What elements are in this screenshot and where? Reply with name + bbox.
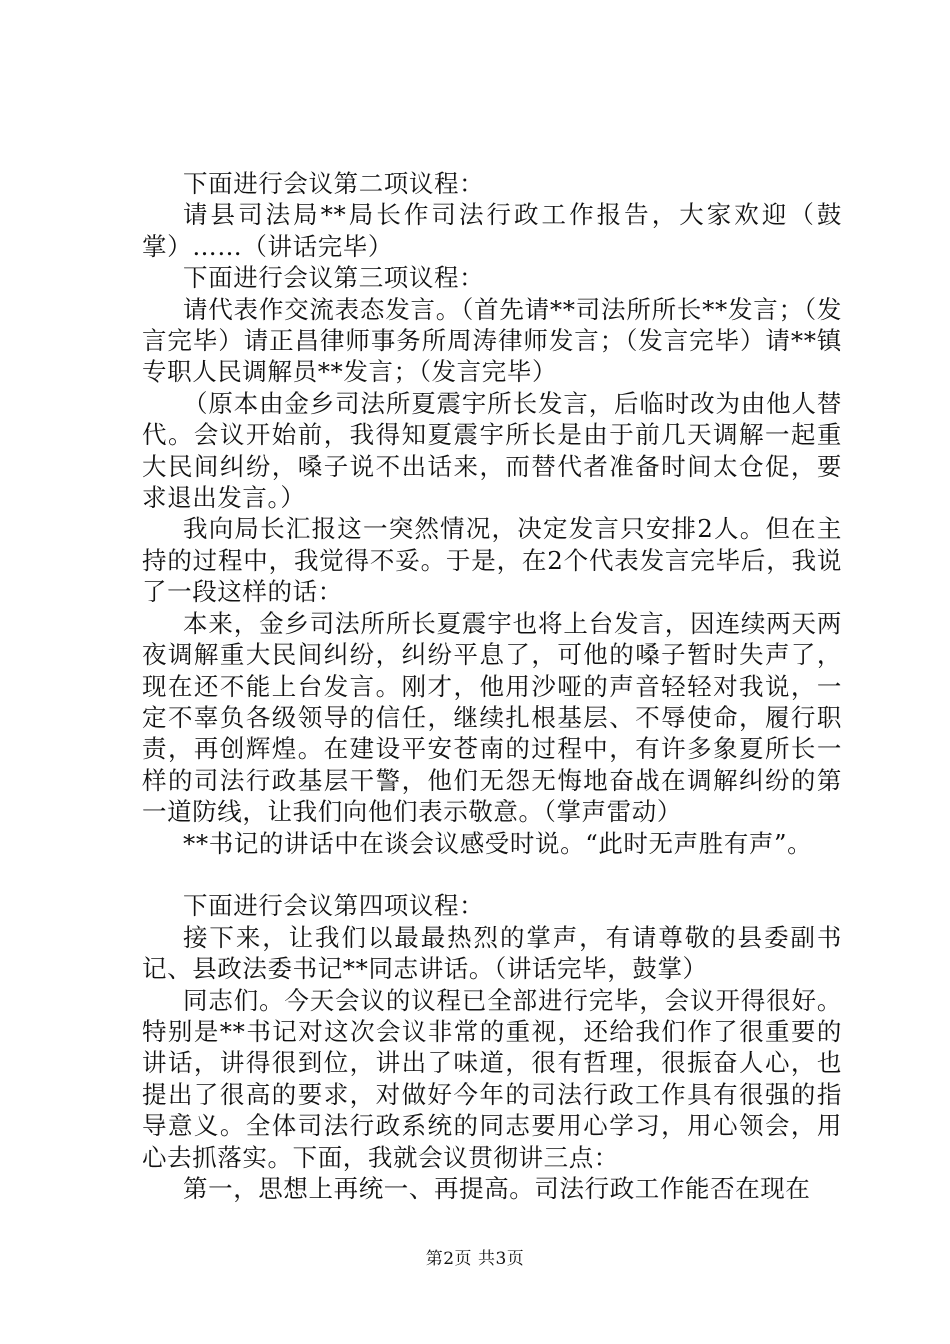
document-body (142, 168, 842, 1204)
page-number-footer: 第2页 共3页 (425, 1249, 525, 1269)
paragraph-invite-secretary: 接下来，让我们以最最热烈的掌声，有请尊敬的县委副书记、县政法委书记**同志讲话。（讲话完毕，鼓掌） (142, 922, 842, 984)
paragraph-representative-speeches: 请代表作交流表态发言。（首先请**司法所所长**发言；（发言完毕）请正昌律师事务所周涛律师发言；（发言完毕）请**镇专职人民调解员**发言；（发言完毕） (142, 294, 842, 387)
paragraph-agenda-item-4: 下面进行会议第四项议程： (183, 891, 485, 921)
paragraph-host-remarks: 本来，金乡司法所所长夏震宇也将上台发言，因连续两天两夜调解重大民间纠纷，纠纷平息了，可他的嗓子暂时失声了，现在还不能上台发言。刚才，他用沙哑的声音轻轻对我说，一定不辜负各级领导的信任，继续扎根基层、不辱使命，履行职责，再创辉煌。在建设平安苍南的过程中，有许多象夏所长一样的司法行政基层干警，他们无怨无悔地奋战在调解纠纷的第一道防线，让我们向他们表示敬意。（掌声雷动） (142, 608, 842, 827)
paragraph-agenda-item-3: 下面进行会议第三项议程： (183, 263, 485, 293)
paragraph-agenda-item-2: 下面进行会议第二项议程： (183, 169, 485, 198)
paragraph-report-to-director: 我向局长汇报这一突然情况，决定发言只安排2人。但在主持的过程中，我觉得不妥。于是，在2个代表发言完毕后，我说了一段这样的话： (142, 514, 842, 607)
paragraph-closing-summary: 同志们。今天会议的议程已全部进行完毕，会议开得很好。特别是**书记对这次会议非常的重视，还给我们作了很重要的讲话，讲得很到位，讲出了味道，很有哲理，很振奋人心，也提出了很高的要求，对做好今年的司法行政工作具有很强的指导意义。全体司法行政系统的同志要用心学习，用心领会，用心去抓落实。下面，我就会议贯彻讲三点： (142, 985, 842, 1172)
paragraph-point-one: 第一，思想上再统一、再提高。司法行政工作能否在现在 (183, 1173, 811, 1203)
paragraph-substitution-note: （原本由金乡司法所夏震宇所长发言，后临时改为由他人替代。会议开始前，我得知夏震宇所长是由于前几天调解一起重大民间纠纷，嗓子说不出话来，而替代者准备时间太仓促，要求退出发言。） (142, 388, 842, 513)
paragraph-work-report: 请县司法局**局长作司法行政工作报告，大家欢迎（鼓掌）……（讲话完毕） (142, 200, 842, 261)
paragraph-secretary-quote: **书记的讲话中在谈会议感受时说。“此时无声胜有声”。 (183, 828, 813, 858)
